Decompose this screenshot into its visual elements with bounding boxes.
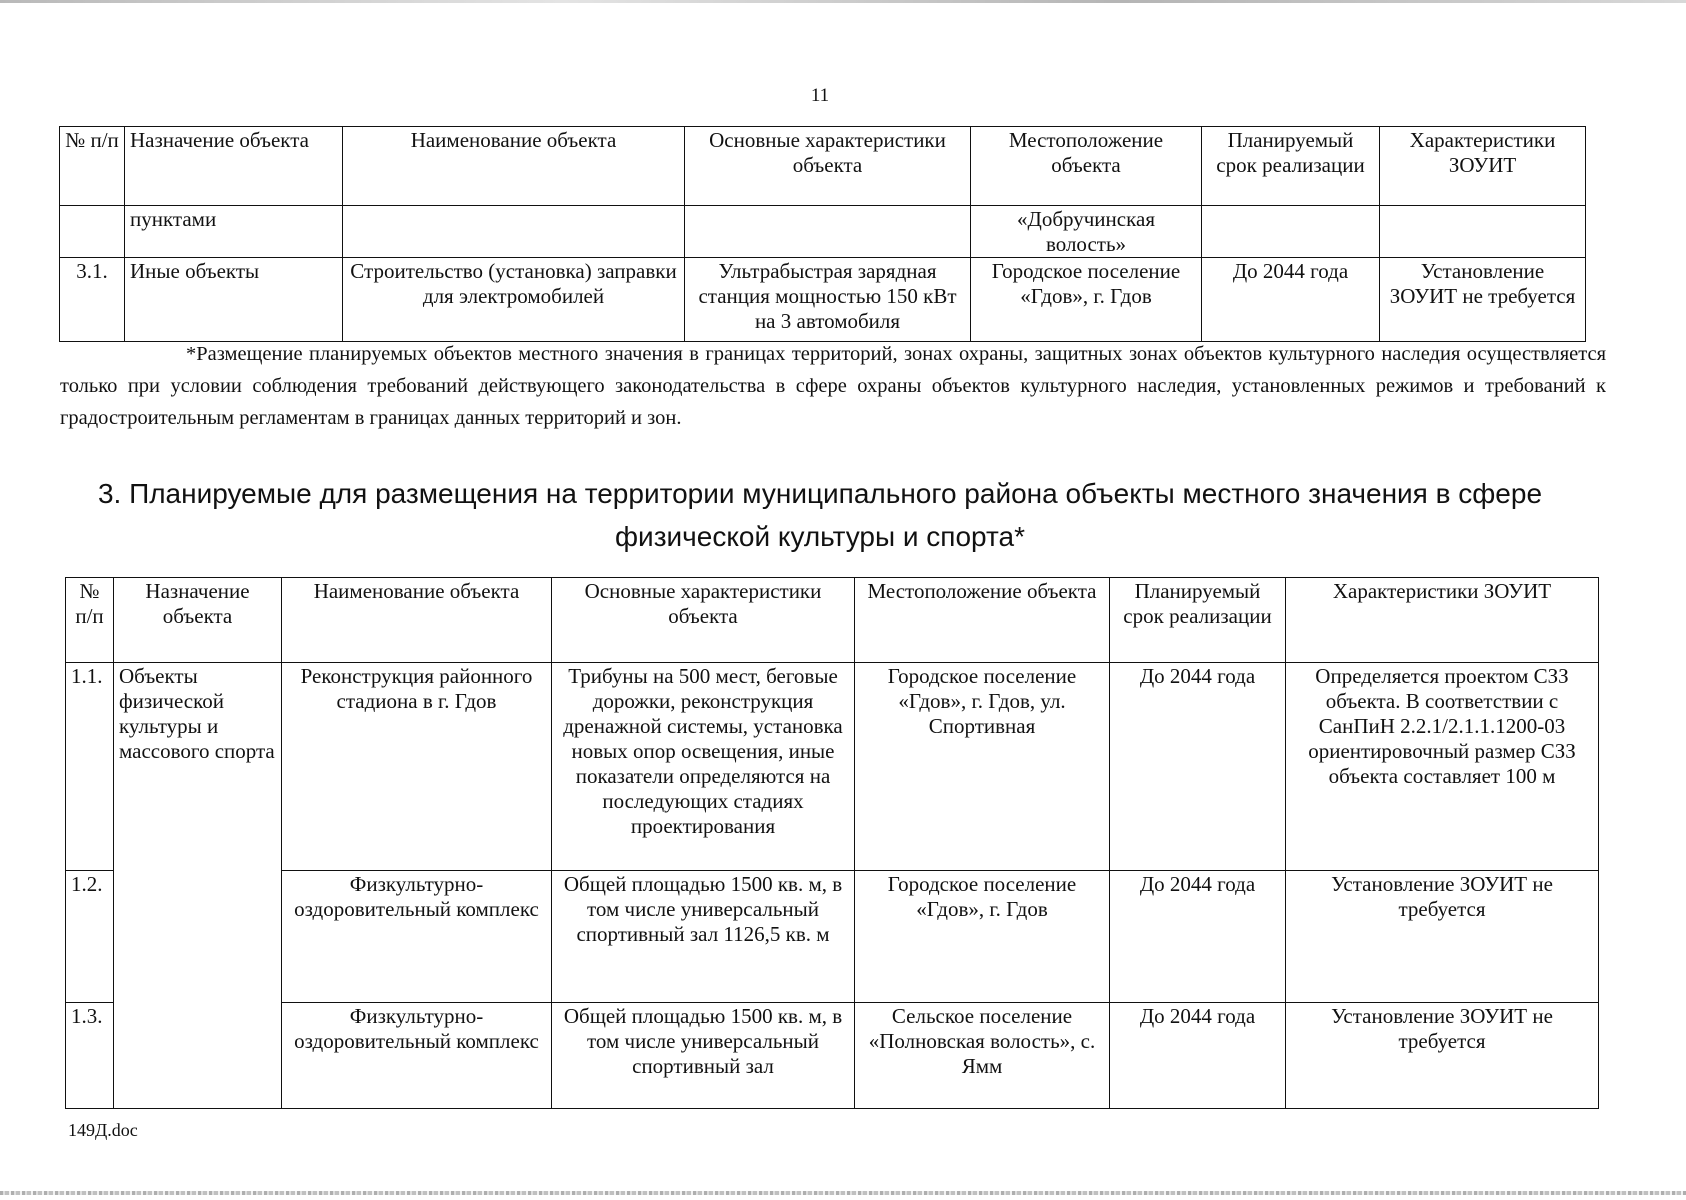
table-row — [60, 258, 1586, 342]
row-num — [60, 206, 125, 258]
document-code: 149Д.doc — [68, 1120, 138, 1140]
scan-edge-bottom — [0, 1191, 1686, 1195]
sports-objects-table — [65, 577, 1599, 1109]
group-purpose: Объекты физической культуры и массового спорта — [114, 663, 282, 1109]
table-continued — [59, 126, 1586, 342]
footnote: *Размещение планируемых объектов местного значения в границах территорий, зонах охраны, защитных зонах объектов культурного наследия осуществляется только при условии соблюдения требований действующего законодательства в сфере охраны объектов культурного наследия, установленных режимов и требований к градостроительным регламентам в границах данных территорий и зон. — [60, 343, 1606, 429]
row-characteristics: Трибуны на 500 мест, беговые дорожки, реконструкция дренажной системы, установка новых опор освещения, иные показатели определяются на последующих стадиях проектирования — [552, 663, 855, 871]
header-zouit: Характеристики ЗОУИТ — [1380, 127, 1586, 206]
row-name: Реконструкция районного стадиона в г. Гдов — [282, 663, 552, 871]
table-row — [66, 871, 1599, 1003]
header-term: Планируемый срок реализации — [1110, 578, 1286, 663]
row-location: Городское поселение «Гдов», г. Гдов — [855, 871, 1110, 1003]
header-purpose: Назначение объекта — [125, 127, 343, 206]
row-term: До 2044 года — [1202, 258, 1380, 342]
row-characteristics — [685, 206, 971, 258]
scan-edge-top — [0, 0, 1686, 3]
header-characteristics: Основные характеристики объекта — [552, 578, 855, 663]
row-name — [343, 206, 685, 258]
row-term — [1202, 206, 1380, 258]
row-purpose: пунктами — [125, 206, 343, 258]
row-num: 1.3. — [66, 1003, 114, 1109]
header-num: № п/п — [60, 127, 125, 206]
table-row — [66, 663, 1599, 871]
row-num: 3.1. — [60, 258, 125, 342]
row-characteristics: Ультрабыстрая зарядная станция мощностью 150 кВт на 3 автомобиля — [685, 258, 971, 342]
row-zouit: Установление ЗОУИТ не требуется — [1380, 258, 1586, 342]
row-name: Физкультурно-оздоровительный комплекс — [282, 1003, 552, 1109]
section-title: 3. Планируемые для размещения на территории муниципального района объекты местного значения в сфере физической культуры и спорта* — [97, 478, 1543, 552]
row-characteristics: Общей площадью 1500 кв. м, в том числе универсальный спортивный зал — [552, 1003, 855, 1109]
row-name: Строительство (установка) заправки для электромобилей — [343, 258, 685, 342]
row-zouit: Установление ЗОУИТ не требуется — [1286, 871, 1599, 1003]
row-term: До 2044 года — [1110, 871, 1286, 1003]
header-purpose: Назначение объекта — [114, 578, 282, 663]
row-zouit: Установление ЗОУИТ не требуется — [1286, 1003, 1599, 1109]
row-term: До 2044 года — [1110, 1003, 1286, 1109]
row-location: Сельское поселение «Полновская волость», с. Ямм — [855, 1003, 1110, 1109]
row-location: Городское поселение «Гдов», г. Гдов — [971, 258, 1202, 342]
header-name: Наименование объекта — [343, 127, 685, 206]
row-location: Городское поселение «Гдов», г. Гдов, ул. Спортивная — [855, 663, 1110, 871]
header-zouit: Характеристики ЗОУИТ — [1286, 578, 1599, 663]
row-name: Физкультурно-оздоровительный комплекс — [282, 871, 552, 1003]
header-characteristics: Основные характеристики объекта — [685, 127, 971, 206]
row-location: «Добручинская волость» — [971, 206, 1202, 258]
table-row — [66, 1003, 1599, 1109]
header-location: Местоположение объекта — [855, 578, 1110, 663]
row-characteristics: Общей площадью 1500 кв. м, в том числе универсальный спортивный зал 1126,5 кв. м — [552, 871, 855, 1003]
table-header-row — [60, 127, 1586, 206]
header-term: Планируемый срок реализации — [1202, 127, 1380, 206]
row-num: 1.1. — [66, 663, 114, 871]
row-zouit: Определяется проектом СЗЗ объекта. В соответствии с СанПиН 2.2.1/2.1.1.1200-03 ориентировочный размер СЗЗ объекта составляет 100 м — [1286, 663, 1599, 871]
header-num: № п/п — [66, 578, 114, 663]
row-zouit — [1380, 206, 1586, 258]
page-number: 11 — [810, 85, 830, 106]
header-name: Наименование объекта — [282, 578, 552, 663]
table-row — [60, 206, 1586, 258]
row-purpose: Иные объекты — [125, 258, 343, 342]
row-num: 1.2. — [66, 871, 114, 1003]
table-header-row — [66, 578, 1599, 663]
header-location: Местоположение объекта — [971, 127, 1202, 206]
row-term: До 2044 года — [1110, 663, 1286, 871]
